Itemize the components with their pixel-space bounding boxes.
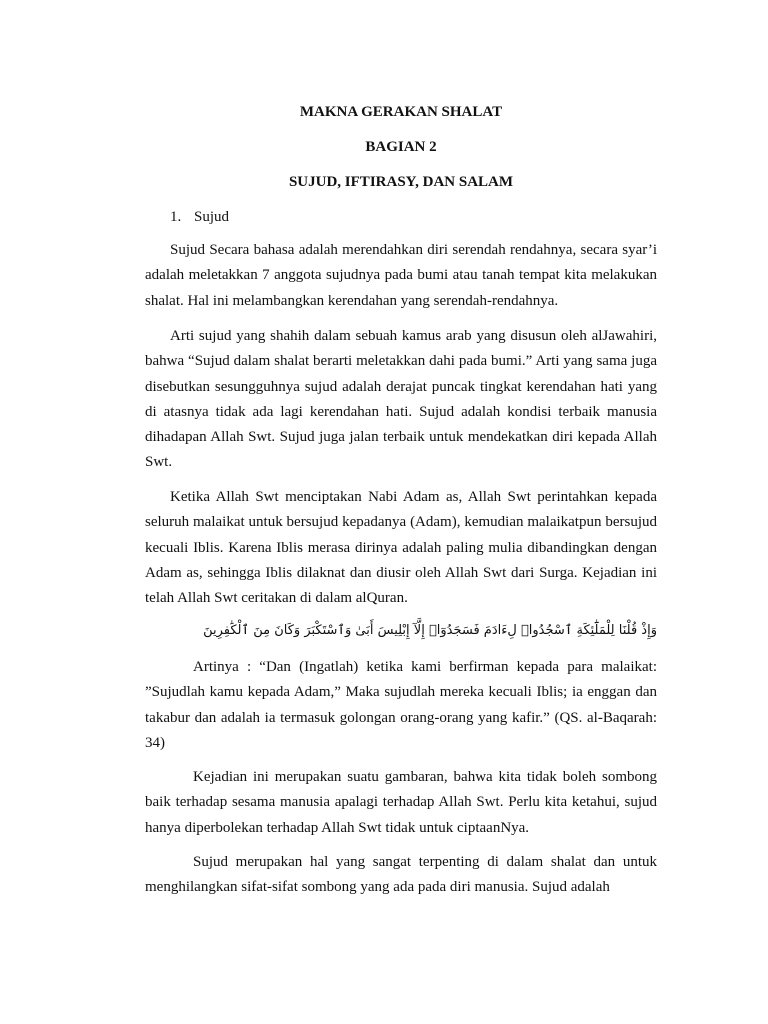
list-item-number: 1. (170, 209, 182, 225)
paragraph-3: Ketika Allah Swt menciptakan Nabi Adam as, Allah Swt perintahkan kepada seluruh malaikat untuk bersujud kepadanya (Adam), kemudian malaikatpun bersujud kecuali Iblis. Karena Iblis merasa dirinya adalah paling mulia dibandingkan dengan Adam as, sehingga Iblis dilaknat dan diusir oleh Allah Swt dari Surga. Kejadian ini telah Allah Swt ceritakan di dalam alQuran. (145, 489, 657, 607)
document-page (145, 0, 657, 1024)
list-item-label: Sujud (194, 209, 230, 225)
paragraph-4: Kejadian ini merupakan suatu gambaran, bahwa kita tidak boleh sombong baik terhadap sesama manusia apalagi terhadap Allah Swt. Perlu kita ketahui, sujud hanya diperbolekan terhadap Allah Swt tidak untuk ciptaanNya. (145, 769, 657, 836)
translation-paragraph: Artinya : “Dan (Ingatlah) ketika kami berfirman kepada para malaikat: ”Sujudlah kamu kepada Adam,” Maka sujudlah mereka kecuali Iblis; ia enggan dan takabur dan adalah ia termasuk golongan orang-orang yang kafir.” (QS. al-Baqarah: 34) (145, 659, 657, 751)
paragraph-5: Sujud merupakan hal yang sangat terpenting di dalam shalat dan untuk menghilangkan sifat-sifat sombong yang ada pada diri manusia. Sujud adalah (145, 854, 657, 896)
paragraph-1: Sujud Secara bahasa adalah merendahkan diri serendah rendahnya, secara syar’i adalah meletakkan 7 anggota sujudnya pada bumi atau tanah tempat kita melakukan shalat. Hal ini melambangkan kerendahan yang serendah-rendahnya. (145, 242, 657, 309)
arabic-verse: وَإِذْ قُلْنَا لِلْمَلَٰٓئِكَةِ ٱسْجُدُوا۟ لِءَادَمَ فَسَجَدُوٓا۟ إِلَّآ إِبْلِيسَ أَبَىٰ وَٱسْتَكْبَرَ وَكَانَ مِنَ ٱلْكَٰفِرِينَ (203, 623, 657, 638)
document-subtitle: BAGIAN 2 (365, 139, 437, 155)
section-title: SUJUD, IFTIRASY, DAN SALAM (288, 174, 514, 190)
document-title: MAKNA GERAKAN SHALAT (299, 104, 503, 120)
list-item-sujud (170, 207, 229, 227)
paragraph-2: Arti sujud yang shahih dalam sebuah kamus arab yang disusun oleh alJawahiri, bahwa “Sujud dalam shalat berarti meletakkan dahi pada bumi.” Arti yang sama juga disebutkan sesungguhnya sujud adalah derajat puncak tingkat kerendahan hati yang di atasnya tidak ada lagi kerendahan hati. Sujud adalah kondisi terbaik manusia dihadapan Allah Swt. Sujud juga jalan terbaik untuk mendekatkan diri kepada Allah Swt. (145, 328, 657, 471)
